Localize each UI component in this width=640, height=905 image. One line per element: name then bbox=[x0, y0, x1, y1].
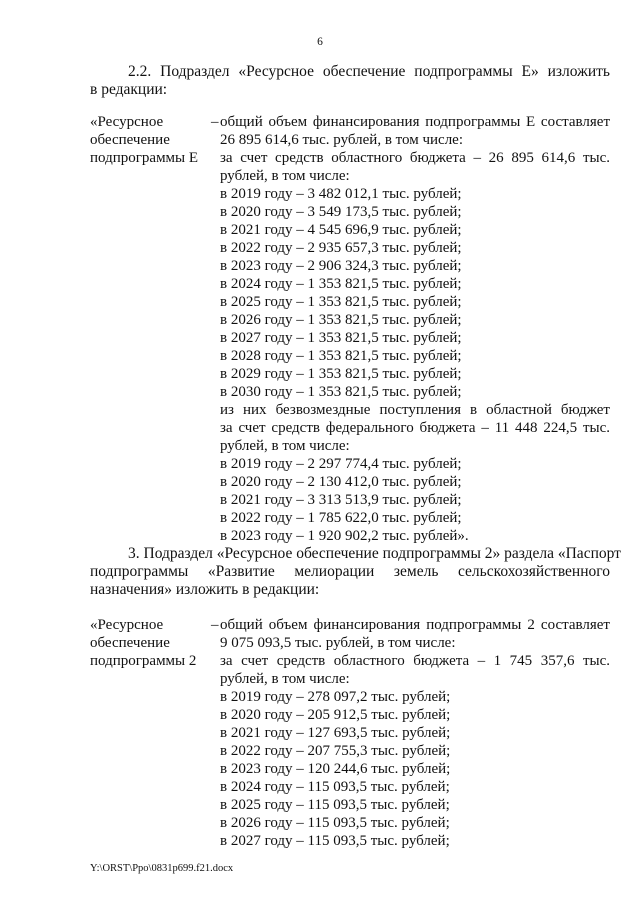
label-line: подпрограммы 2 bbox=[90, 653, 197, 669]
dash-separator: – bbox=[211, 114, 219, 130]
resource-line: 9 075 093,5 тыс. рублей, в том числе: bbox=[220, 635, 456, 651]
file-path-footer: Y:\ORST\Ppo\0831p699.f21.docx bbox=[90, 863, 234, 874]
label-line: подпрограммы Е bbox=[90, 150, 199, 166]
resource-line: в 2021 году – 127 693,5 тыс. рублей; bbox=[220, 725, 451, 741]
resource-line: в 2026 году – 1 353 821,5 тыс. рублей; bbox=[220, 312, 462, 328]
resource-label-2 bbox=[90, 616, 212, 670]
resource-line: в 2019 году – 2 297 774,4 тыс. рублей; bbox=[220, 456, 462, 472]
section-3-line-1: 3. Подраздел «Ресурсное обеспечение подпрограммы 2» раздела «Паспорт bbox=[128, 545, 621, 562]
resource-line: за счет средств областного бюджета – 26 895 614,6 тыс. bbox=[220, 150, 610, 166]
section-3-line-2: подпрограммы «Развитие мелиорации земель сельскохозяйственного bbox=[90, 563, 610, 580]
resource-line: в 2022 году – 2 935 657,3 тыс. рублей; bbox=[220, 240, 462, 256]
label-line: «Ресурсное bbox=[90, 617, 164, 633]
section-3-line-3: назначения» изложить в редакции: bbox=[90, 581, 320, 598]
dash-separator: – bbox=[211, 617, 219, 633]
resource-line: в 2028 году – 1 353 821,5 тыс. рублей; bbox=[220, 348, 462, 364]
label-line: «Ресурсное bbox=[90, 114, 164, 130]
label-line: обеспечение bbox=[90, 132, 170, 148]
resource-line: из них безвозмездные поступления в областной бюджет bbox=[220, 402, 610, 418]
resource-line: в 2020 году – 2 130 412,0 тыс. рублей; bbox=[220, 474, 462, 490]
resource-body-e bbox=[220, 113, 610, 545]
resource-line: в 2019 году – 278 097,2 тыс. рублей; bbox=[220, 689, 451, 705]
section-2-2-paragraph bbox=[90, 63, 610, 99]
resource-line: в 2027 году – 115 093,5 тыс. рублей; bbox=[220, 833, 450, 849]
resource-line: в 2030 году – 1 353 821,5 тыс. рублей; bbox=[220, 384, 462, 400]
resource-line: в 2024 году – 1 353 821,5 тыс. рублей; bbox=[220, 276, 462, 292]
resource-line: в 2026 году – 115 093,5 тыс. рублей; bbox=[220, 815, 450, 831]
resource-line: за счет средств федерального бюджета – 11 448 224,5 тыс. bbox=[220, 420, 610, 436]
section-3-paragraph bbox=[90, 545, 621, 599]
resource-line: в 2019 году – 3 482 012,1 тыс. рублей; bbox=[220, 186, 462, 202]
resource-line: в 2024 году – 115 093,5 тыс. рублей; bbox=[220, 779, 450, 795]
resource-line: в 2020 году – 205 912,5 тыс. рублей; bbox=[220, 707, 451, 723]
resource-line: в 2022 году – 207 755,3 тыс. рублей; bbox=[220, 743, 451, 759]
resource-body-2 bbox=[220, 616, 610, 850]
resource-line: общий объем финансирования подпрограммы 2 составляет bbox=[220, 617, 610, 633]
section-2-2-line-1: 2.2. Подраздел «Ресурсное обеспечение подпрограммы Е» изложить bbox=[128, 63, 610, 80]
resource-line: рублей, в том числе: bbox=[220, 168, 350, 184]
resource-label-e bbox=[90, 113, 212, 167]
resource-line: в 2025 году – 1 353 821,5 тыс. рублей; bbox=[220, 294, 462, 310]
page-number: 6 bbox=[317, 36, 323, 48]
resource-line: в 2023 году – 120 244,6 тыс. рублей; bbox=[220, 761, 451, 777]
resource-line: в 2021 году – 3 313 513,9 тыс. рублей; bbox=[220, 492, 462, 508]
resource-line: в 2020 году – 3 549 173,5 тыс. рублей; bbox=[220, 204, 462, 220]
section-2-2-line-2: в редакции: bbox=[90, 81, 168, 98]
resource-line: за счет средств областного бюджета – 1 745 357,6 тыс. bbox=[220, 653, 610, 669]
resource-line: в 2029 году – 1 353 821,5 тыс. рублей; bbox=[220, 366, 462, 382]
resource-line: в 2023 году – 1 920 902,2 тыс. рублей». bbox=[220, 528, 469, 544]
resource-line: в 2023 году – 2 906 324,3 тыс. рублей; bbox=[220, 258, 462, 274]
resource-line: общий объем финансирования подпрограммы Е составляет bbox=[220, 114, 610, 130]
resource-line: 26 895 614,6 тыс. рублей, в том числе: bbox=[220, 132, 464, 148]
resource-line: в 2022 году – 1 785 622,0 тыс. рублей; bbox=[220, 510, 462, 526]
resource-line: в 2027 году – 1 353 821,5 тыс. рублей; bbox=[220, 330, 462, 346]
resource-line: рублей, в том числе: bbox=[220, 671, 350, 687]
resource-line: в 2025 году – 115 093,5 тыс. рублей; bbox=[220, 797, 450, 813]
resource-line: рублей, в том числе: bbox=[220, 438, 350, 454]
resource-line: в 2021 году – 4 545 696,9 тыс. рублей; bbox=[220, 222, 462, 238]
label-line: обеспечение bbox=[90, 635, 170, 651]
